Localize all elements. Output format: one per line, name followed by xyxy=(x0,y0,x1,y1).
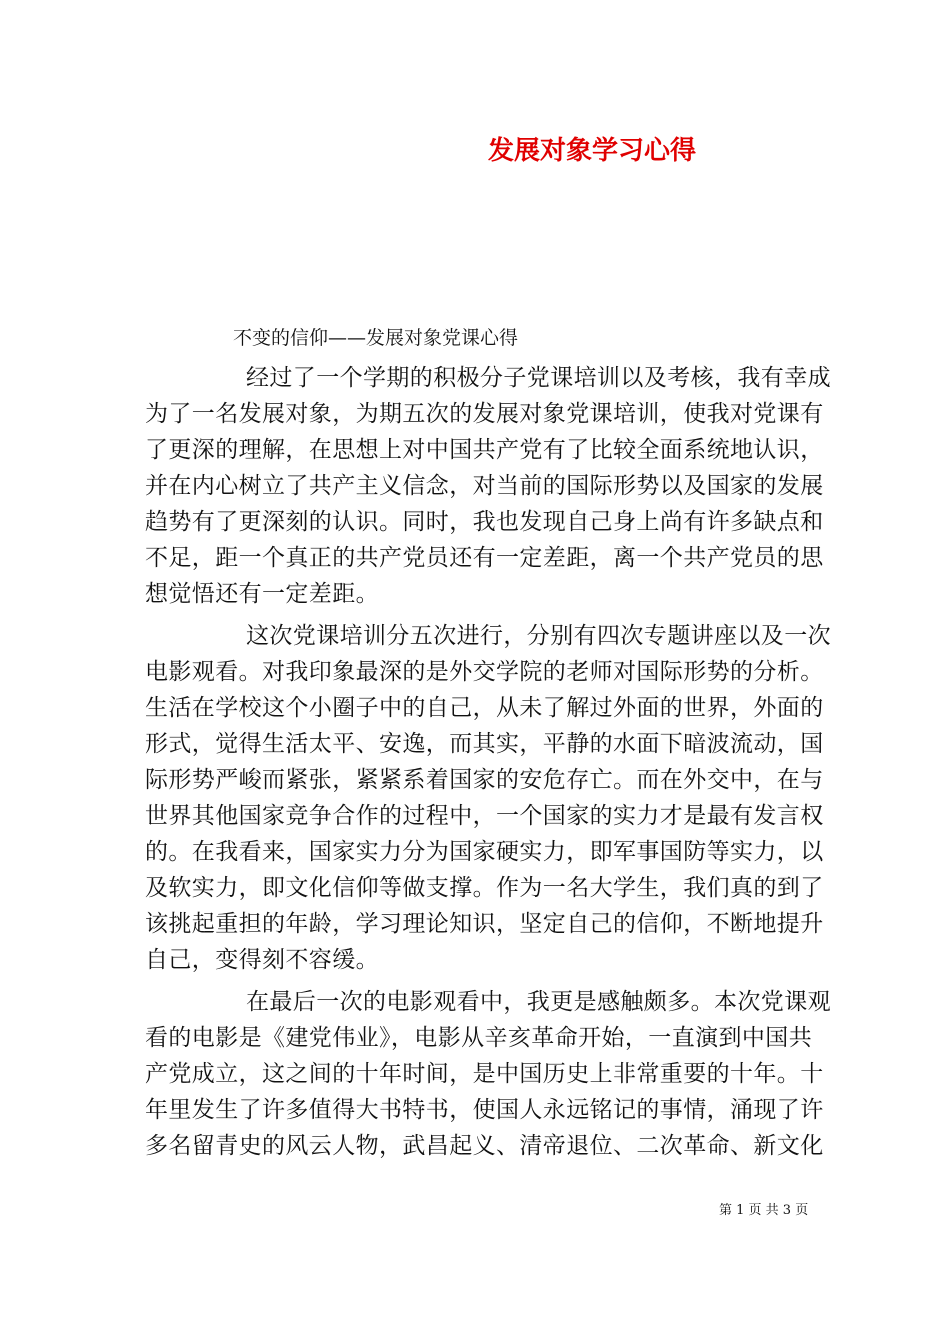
paragraph-line: 的。在我看来，国家实力分为国家硬实力，即军事国防等实力，以 xyxy=(145,839,824,865)
document-subtitle: 不变的信仰——发展对象党课心得 xyxy=(233,327,519,349)
paragraph-line: 并在内心树立了共产主义信念，对当前的国际形势以及国家的发展 xyxy=(145,473,824,499)
page-number: 第 1 页 共 3 页 xyxy=(719,1203,809,1218)
paragraph-line: 该挑起重担的年龄，学习理论知识，坚定自己的信仰，不断地提升 xyxy=(145,911,824,937)
paragraph-line: 及软实力，即文化信仰等做支撑。作为一名大学生，我们真的到了 xyxy=(145,875,824,901)
paragraph-line: 产党成立，这之间的十年时间，是中国历史上非常重要的十年。十 xyxy=(145,1061,824,1087)
document-title: 发展对象学习心得 xyxy=(488,136,697,166)
paragraph-line: 电影观看。对我印象最深的是外交学院的老师对国际形势的分析。 xyxy=(145,659,824,685)
paragraph-line: 在最后一次的电影观看中，我更是感触颇多。本次党课观 xyxy=(246,989,831,1015)
paragraph-line: 这次党课培训分五次进行，分别有四次专题讲座以及一次 xyxy=(246,623,831,649)
paragraph-line: 多名留青史的风云人物，武昌起义、清帝退位、二次革命、新文化 xyxy=(145,1133,824,1159)
paragraph-line: 为了一名发展对象，为期五次的发展对象党课培训，使我对党课有 xyxy=(145,401,824,427)
paragraph-line: 看的电影是《建党伟业》，电影从辛亥革命开始，一直演到中国共 xyxy=(145,1025,813,1051)
paragraph-line: 趋势有了更深刻的认识。同时，我也发现自己身上尚有许多缺点和 xyxy=(145,509,824,535)
paragraph-line: 不足，距一个真正的共产党员还有一定差距，离一个共产党员的思 xyxy=(145,545,824,571)
paragraph-line: 世界其他国家竞争合作的过程中，一个国家的实力才是最有发言权 xyxy=(145,803,824,829)
paragraph-line: 生活在学校这个小圈子中的自己，从未了解过外面的世界，外面的 xyxy=(145,695,824,721)
paragraph-line: 自己，变得刻不容缓。 xyxy=(145,947,379,973)
paragraph-line: 形式，觉得生活太平、安逸，而其实，平静的水面下暗波流动，国 xyxy=(145,731,824,757)
paragraph-line: 了更深的理解，在思想上对中国共产党有了比较全面系统地认识， xyxy=(145,437,824,463)
paragraph-line: 年里发生了许多值得大书特书，使国人永远铭记的事情，涌现了许 xyxy=(145,1097,824,1123)
paragraph-line: 经过了一个学期的积极分子党课培训以及考核，我有幸成 xyxy=(246,365,831,391)
paragraph-line: 想觉悟还有一定差距。 xyxy=(145,581,379,607)
paragraph-line: 际形势严峻而紧张，紧紧系着国家的安危存亡。而在外交中，在与 xyxy=(145,767,824,793)
